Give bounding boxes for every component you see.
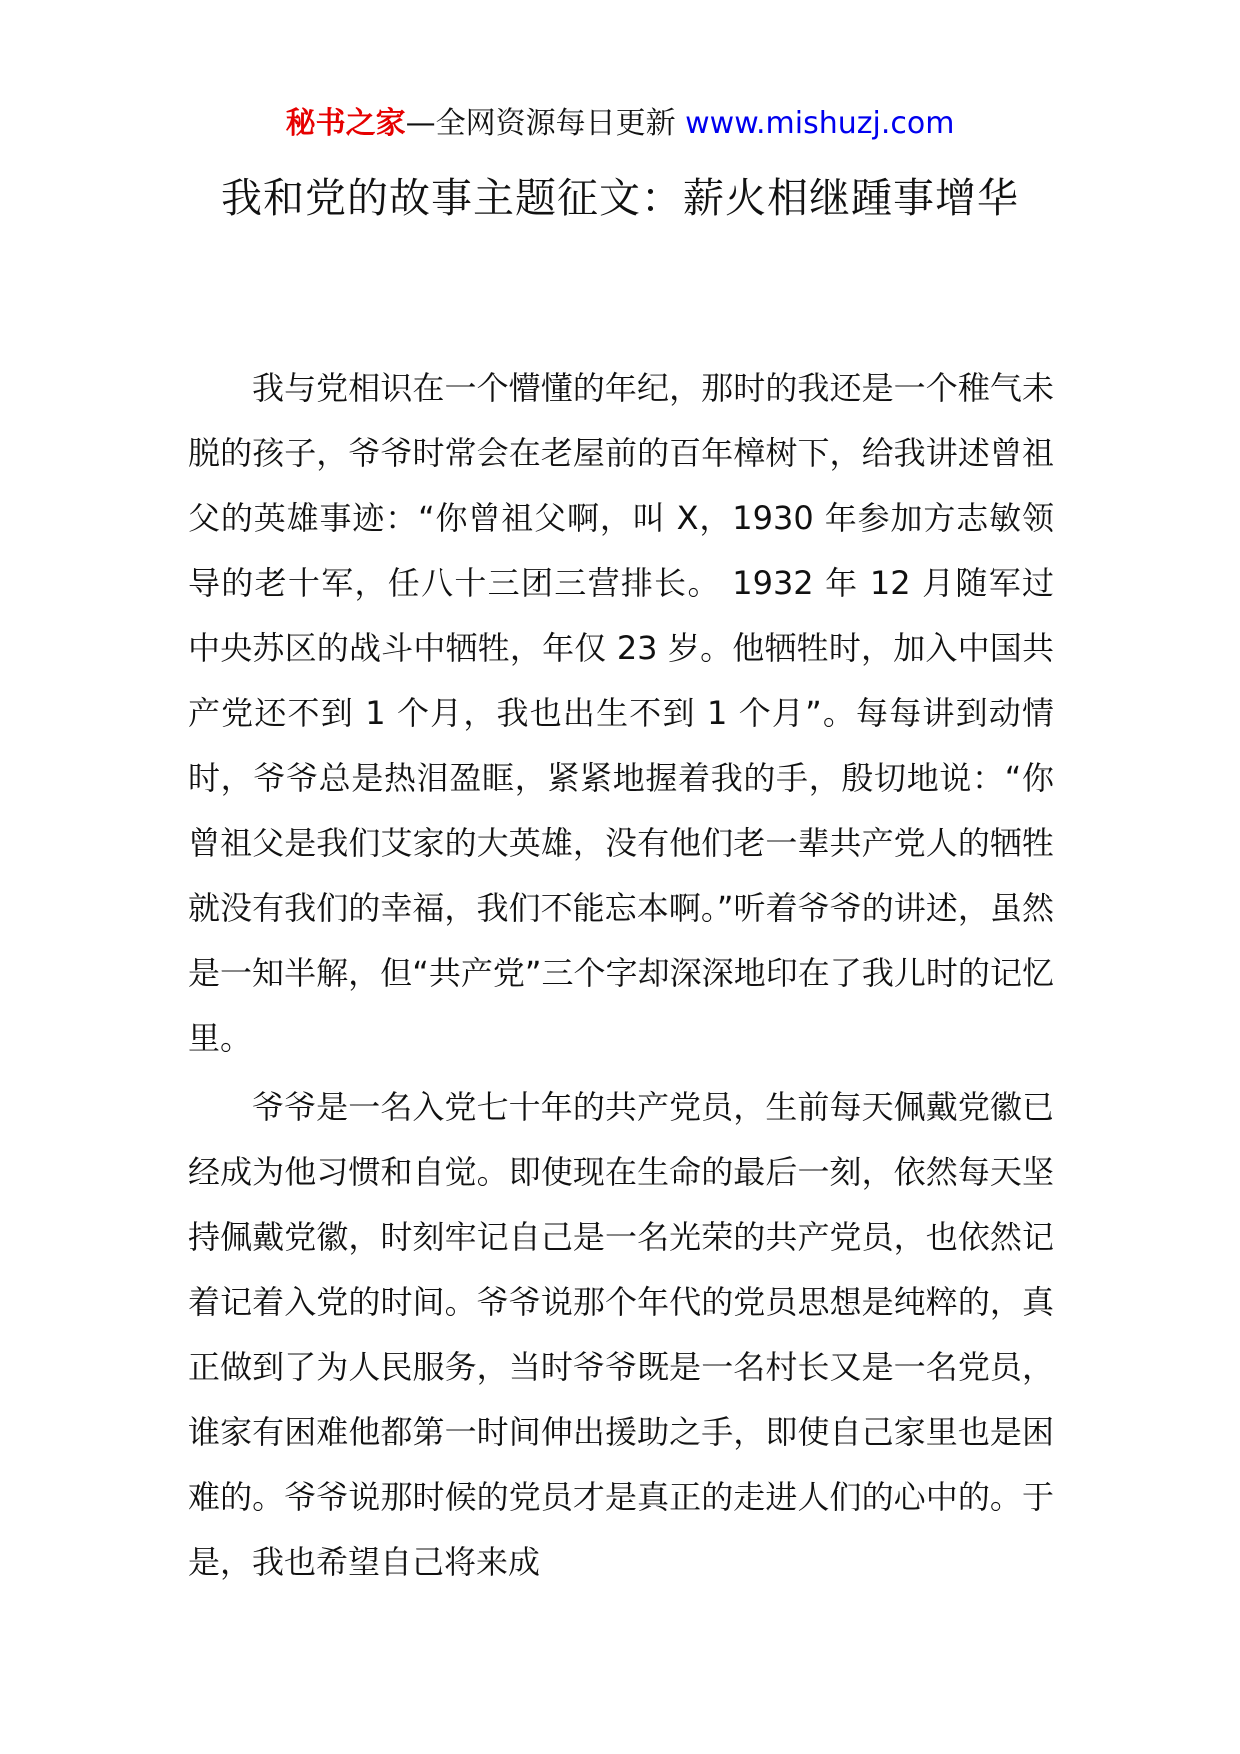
header-brand: 秘书之家 bbox=[285, 106, 406, 141]
header-site-link[interactable]: www.mishuzj.com bbox=[685, 106, 955, 141]
header-tagline: —全网资源每日更新 bbox=[405, 106, 676, 141]
document-title: 我和党的故事主题征文：薪火相继踵事增华 bbox=[221, 174, 1019, 222]
paragraph-1: 我与党相识在一个懵懂的年纪，那时的我还是一个稚气未脱的孩子，爷爷时常会在老屋前的百年樟树下，给我讲述曾祖父的英雄事迹：“你曾祖父啊，叫 X，1930 年参加方志敏领导的老十军，任八十三团三营排长。 1932 年 12 月随军过中央苏区的战斗中牺牲，年仅 23 岁。他牺牲时，加入中国共产党还不到 1 个月，我也出生不到 1 个月”。每每讲到动情时，爷爷总是热泪盈眶，紧紧地握着我的手，殷切地说：“你曾祖父是我们艾家的大英雄，没有他们老一辈共产党人的牺牲就没有我们的幸福，我们不能忘本啊。”听着爷爷的讲述，虽然是一知半解，但“共产党”三个字却深深地印在了我儿时的记忆里。 bbox=[188, 369, 1054, 1057]
document-header bbox=[0, 104, 1240, 144]
document-body bbox=[188, 356, 1054, 1599]
paragraph-2: 爷爷是一名入党七十年的共产党员，生前每天佩戴党徽已经成为他习惯和自觉。即使现在生命的最后一刻，依然每天坚持佩戴党徽，时刻牢记自己是一名光荣的共产党员，也依然记着记着入党的时间。爷爷说那个年代的党员思想是纯粹的，真正做到了为人民服务，当时爷爷既是一名村长又是一名党员，谁家有困难他都第一时间伸出援助之手，即使自己家里也是困难的。爷爷说那时候的党员才是真正的走进人们的心中的。于是，我也希望自己将来成 bbox=[188, 1088, 1054, 1581]
